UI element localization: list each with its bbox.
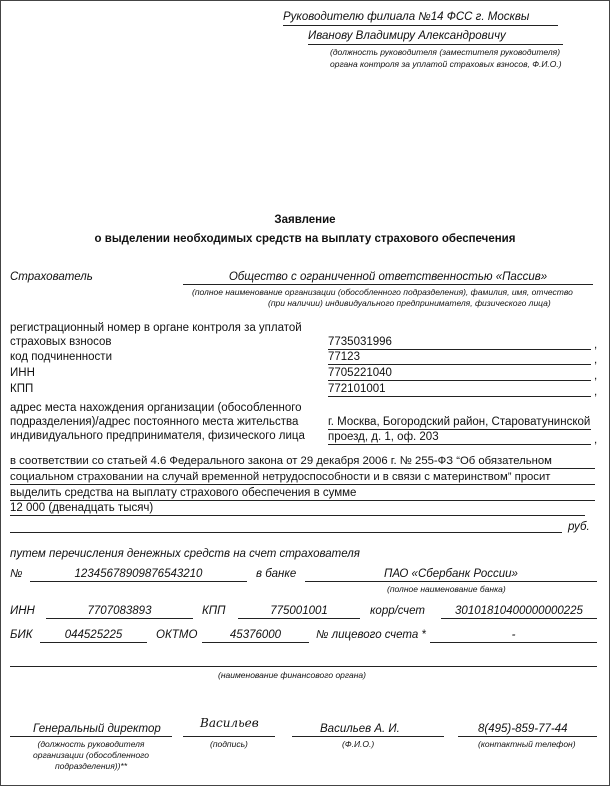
bank-hint: (полное наименование банка): [387, 584, 506, 594]
addr-label2: подразделения)/адрес постоянного места жительства: [10, 416, 299, 428]
reg-label1: регистрационный номер в органе контроля за уплатой: [10, 322, 302, 334]
insurer-label: Страхователь: [10, 271, 93, 283]
request-line2: социальном страховании на случай временной нетрудоспособности и в связи с материнством” просит: [10, 471, 551, 483]
oktmo-label: ОКТМО: [156, 629, 198, 641]
underline: [202, 642, 309, 643]
underline: [10, 468, 595, 469]
underline: [458, 736, 597, 737]
position-hint3: подразделения))**: [54, 761, 128, 771]
insurer-value: Общество с ограниченной ответственностью «Пассив»: [228, 271, 548, 283]
bank-value: ПАО «Сбербанк России»: [384, 568, 518, 580]
phone-hint: (контактный телефон): [478, 739, 576, 749]
underline: [183, 284, 593, 285]
amount-value: 12 000 (двенадцать тысяч): [10, 502, 154, 514]
corr-value: 30101810400000000225: [455, 605, 583, 617]
bik-label: БИК: [10, 629, 33, 641]
addressee-hint1: (должность руководителя (заместителя руководителя): [330, 47, 561, 57]
bank-inn-value: 7707083893: [87, 605, 152, 617]
underline: [183, 736, 275, 737]
bank-kpp-value: 775001001: [270, 605, 328, 617]
underline: [328, 364, 591, 365]
addressee-line1: Руководителю филиала №14 ФСС г. Москвы: [283, 11, 530, 23]
currency-label: руб.: [568, 521, 590, 533]
underline: [10, 484, 595, 485]
underline: [283, 25, 558, 26]
bank-intro: путем перечисления денежных средств на счет страхователя: [10, 548, 360, 560]
bank-kpp-label: КПП: [202, 605, 226, 617]
signer-position: Генеральный директор: [33, 723, 161, 735]
position-hint1: (должность руководителя: [37, 739, 145, 749]
underline: [10, 666, 597, 667]
comma: ,: [594, 339, 598, 351]
addressee-hint2: органа контроля за уплатой страховых взносов, Ф.И.О.): [330, 59, 562, 69]
underline: [328, 444, 591, 445]
underline: [328, 396, 591, 397]
kpp-value: 772101001: [328, 383, 386, 395]
subord-value: 77123: [328, 351, 360, 363]
signature-image: Васильев: [200, 716, 259, 730]
position-hint2: организации (обособленного: [32, 750, 149, 760]
addr-label1: адрес места нахождения организации (обособленного: [10, 402, 302, 414]
bank-label: в банке: [256, 568, 297, 580]
underline: [292, 736, 444, 737]
contact-phone: 8(495)-859-77-44: [478, 723, 568, 735]
subord-label: код подчиненности: [10, 351, 112, 363]
kpp-label: КПП: [10, 383, 34, 395]
corr-label: корр/счет: [370, 605, 425, 617]
oktmo-value: 45376000: [229, 629, 282, 641]
document-title: Заявление: [274, 214, 336, 226]
addressee-line2: Иванову Владимиру Александровичу: [308, 30, 506, 42]
insurer-hint2: (при наличии) индивидуального предпринимателя, физического лица): [268, 298, 551, 308]
addr-label3: индивидуального предпринимателя, физического лица: [10, 430, 305, 442]
inn-label: ИНН: [10, 367, 35, 379]
underline: [328, 380, 591, 381]
fin-organ-hint: (наименование финансового органа): [218, 670, 366, 680]
underline: [30, 581, 247, 582]
request-line3: выделить средства на выплату страхового обеспечения в сумме: [10, 487, 357, 499]
name-hint: (Ф.И.О.): [342, 739, 375, 749]
personal-account-value: -: [511, 629, 516, 641]
comma: ,: [594, 434, 598, 446]
inn-value: 7705221040: [328, 367, 392, 379]
signer-name: Васильев А. И.: [320, 723, 400, 735]
underline: [10, 736, 172, 737]
bank-inn-label: ИНН: [10, 605, 35, 617]
request-line1: в соответствии со статьей 4.6 Федерального закона от 29 декабря 2006 г. № 255-ФЗ “Об обязательном: [10, 455, 552, 467]
underline: [441, 618, 597, 619]
addr-value1: г. Москва, Богородский район, Староватунинской: [328, 416, 591, 428]
personal-account-label: № лицевого счета *: [316, 629, 426, 641]
insurer-hint1: (полное наименование организации (обособленного подразделения), фамилия, имя, отчество: [192, 287, 573, 297]
underline: [46, 618, 193, 619]
underline: [40, 642, 147, 643]
underline: [430, 642, 597, 643]
comma: ,: [594, 354, 598, 366]
underline: [328, 349, 591, 350]
reg-value: 7735031996: [328, 336, 392, 348]
account-label: №: [10, 568, 23, 580]
underline: [10, 532, 562, 533]
comma: ,: [594, 386, 598, 398]
comma: ,: [594, 370, 598, 382]
reg-label2: страховых взносов: [10, 336, 112, 348]
sign-hint: (подпись): [210, 739, 248, 749]
underline: [10, 515, 585, 516]
bik-value: 044525225: [64, 629, 123, 641]
underline: [238, 618, 360, 619]
underline: [308, 44, 563, 45]
account-value: 12345678909876543210: [74, 568, 203, 580]
addr-value2: проезд, д. 1, оф. 203: [328, 431, 439, 443]
document-subtitle: о выделении необходимых средств на выплату страхового обеспечения: [94, 233, 516, 245]
underline: [305, 581, 597, 582]
